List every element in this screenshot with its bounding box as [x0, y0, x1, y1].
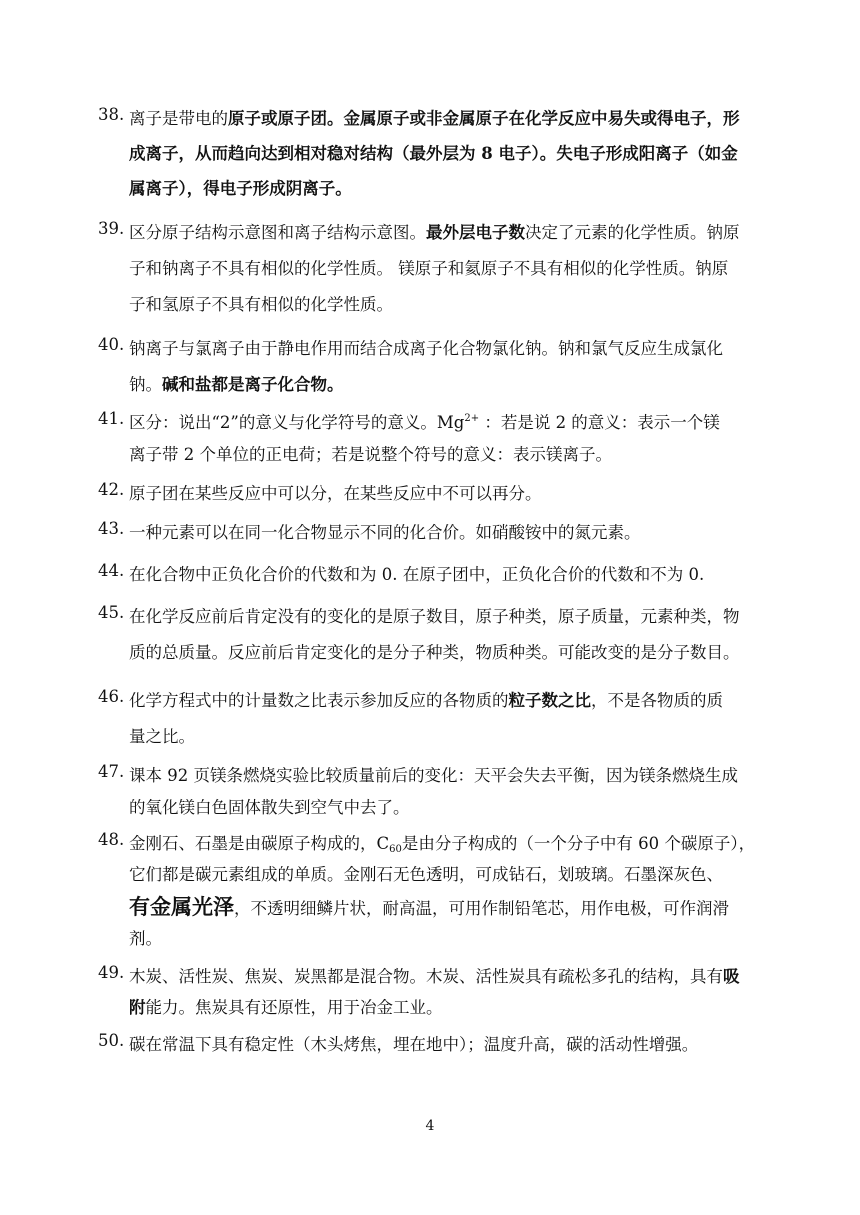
item-line	[129, 723, 195, 747]
text-segment: 钠离子与氯离子由于静电作用而结合成离子化合物氯化钠。钠和氯气反应生成氯化	[129, 339, 723, 358]
item-line	[129, 639, 740, 663]
item-number: 40.	[98, 335, 125, 354]
page-number: 4	[425, 1118, 435, 1134]
item-line	[129, 994, 443, 1018]
text-segment: 区分原子结构示意图和离子结构示意图。	[129, 223, 426, 242]
item-line	[129, 762, 738, 786]
emphasis-text: 粒子数之比	[508, 691, 591, 710]
item-line	[129, 794, 410, 818]
text-segment: 2+	[464, 413, 480, 424]
text-segment: 一种元素可以在同一化合物显示不同的化合价。如硝酸铵中的氮元素。	[129, 523, 641, 542]
emphasis-text: 属离子），得电子形成阴离子。	[129, 179, 352, 198]
text-segment: 离子带 2 个单位的正电荷；若是说整个符号的意义：表示镁离子。	[129, 445, 612, 464]
emphasis-text: 碱和盐都是离子化合物。	[162, 375, 344, 394]
item-line	[129, 335, 723, 359]
emphasis-text: 原子或原子团。金属原子或非金属原子在化学反应中易失或得电子，形	[228, 109, 740, 128]
item-number: 38.	[98, 105, 125, 124]
item-line	[129, 963, 740, 987]
item-line	[129, 175, 352, 199]
emphasis-text: 最外层电子数	[426, 223, 525, 242]
item-number: 44.	[98, 561, 125, 580]
text-segment: 金刚石、石墨是由碳原子构成的，C	[129, 834, 390, 853]
item-line	[129, 603, 740, 627]
text-segment: 子和钠离子不具有相似的化学性质。 镁原子和氦原子不具有相似的化学性质。钠原	[129, 259, 729, 278]
text-segment: 它们都是碳元素组成的单质。金刚石无色透明，可成钻石，划玻璃。石墨深灰色、	[129, 865, 723, 884]
emphasis-text: 有金属光泽	[129, 895, 234, 919]
text-segment: 的氧化镁白色固体散失到空气中去了。	[129, 798, 410, 817]
text-segment: 木炭、活性炭、焦炭、炭黑都是混合物。木炭、活性炭具有疏松多孔的结构，具有	[129, 967, 723, 986]
item-number: 48.	[98, 830, 125, 849]
text-segment: 碳在常温下具有稳定性（木头烤焦，埋在地中）；温度升高，碳的活动性增强。	[129, 1035, 699, 1054]
item-line	[129, 891, 729, 921]
emphasis-text: 吸	[723, 967, 740, 986]
item-line	[129, 519, 641, 543]
text-segment: ，不是各物质的质	[591, 691, 723, 710]
item-line	[129, 1031, 698, 1055]
item-number: 41.	[98, 409, 125, 428]
text-segment: ：若是说 2 的意义：表示一个镁	[479, 413, 720, 432]
item-number: 46.	[98, 687, 125, 706]
text-segment: 课本 92 页镁条燃烧实验比较质量前后的变化：天平会失去平衡，因为镁条燃烧生成	[129, 766, 738, 785]
item-line	[129, 219, 740, 243]
text-segment: 区分：说出“2”的意义与化学符号的意义。Mg	[129, 413, 465, 432]
item-number: 39.	[98, 219, 125, 238]
text-segment: 钠。	[129, 375, 162, 394]
item-line	[129, 561, 704, 585]
item-number: 42.	[98, 480, 125, 499]
text-segment: 在化学反应前后肯定没有的变化的是原子数目，原子种类，原子质量，元素种类，物	[129, 607, 740, 626]
item-line	[129, 861, 723, 885]
item-number: 45.	[98, 603, 125, 622]
item-number: 43.	[98, 519, 125, 538]
item-number: 47.	[98, 762, 125, 781]
item-line	[129, 105, 740, 129]
text-segment: 原子团在某些反应中可以分，在某些反应中不可以再分。	[129, 484, 542, 503]
item-line	[129, 371, 344, 395]
text-segment: ，不透明细鳞片状，耐高温，可用作制铅笔芯，用作电极，可作润滑	[234, 899, 729, 918]
emphasis-text: 成离子，从而趋向达到相对稳对结构（最外层为 8 电子）。失电子形成阳离子（如金	[129, 144, 738, 163]
item-line	[129, 480, 542, 504]
item-number: 49.	[98, 963, 125, 982]
text-segment: 质的总质量。反应前后肯定变化的是分子种类，物质种类。可能改变的是分子数目。	[129, 643, 740, 662]
item-line	[129, 925, 162, 949]
text-segment: 剂。	[129, 929, 162, 948]
emphasis-text: 附	[129, 998, 146, 1017]
text-segment: 60	[389, 844, 402, 855]
item-line	[129, 687, 723, 711]
text-segment: 离子是带电的	[129, 109, 228, 128]
item-line	[129, 441, 612, 465]
item-line	[129, 140, 738, 164]
text-segment: 能力。焦炭具有还原性，用于冶金工业。	[145, 998, 443, 1017]
text-segment: 子和氢原子不具有相似的化学性质。	[129, 295, 393, 314]
item-line	[129, 255, 728, 279]
item-line	[129, 291, 393, 315]
item-number: 50.	[98, 1031, 125, 1050]
item-line	[129, 409, 720, 433]
text-segment: 是由分子构成的（一个分子中有 60 个碳原子），	[401, 834, 756, 853]
text-segment: 决定了元素的化学性质。钠原	[525, 223, 740, 242]
text-segment: 在化合物中正负化合价的代数和为 0. 在原子团中，正负化合价的代数和不为 0.	[129, 565, 705, 584]
item-line	[129, 830, 755, 854]
text-segment: 量之比。	[129, 727, 195, 746]
text-segment: 化学方程式中的计量数之比表示参加反应的各物质的	[129, 691, 509, 710]
